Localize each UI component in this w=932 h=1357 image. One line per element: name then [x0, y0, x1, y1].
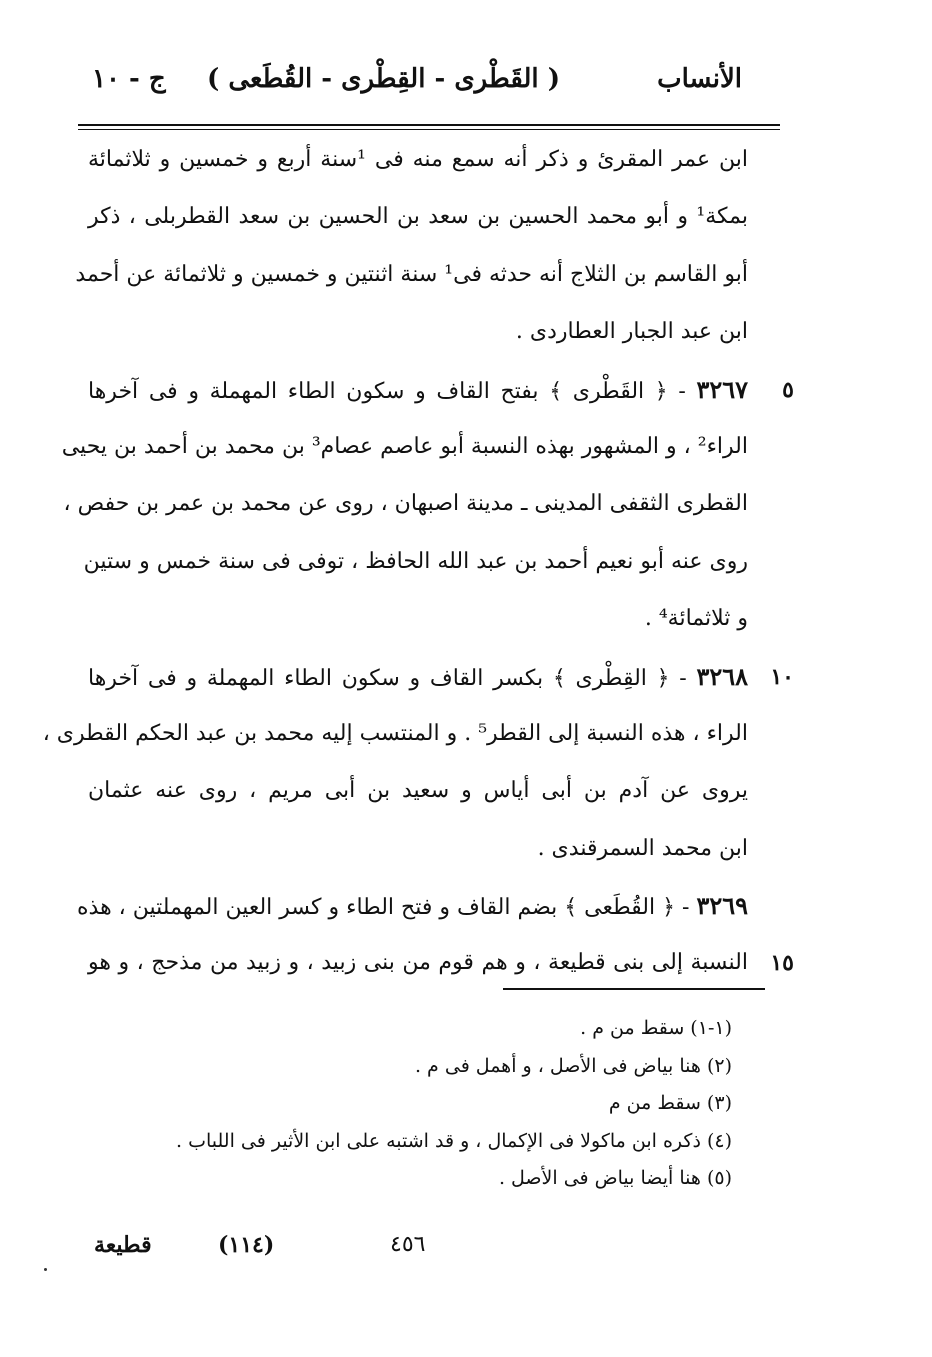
text-line: [88, 138, 748, 195]
header-rule: [78, 124, 780, 126]
footnotes: [80, 1010, 732, 1198]
main-text: [42, 138, 794, 999]
line-text: ابن محمد السمرقندى .: [537, 835, 748, 861]
entry-number: ٣٢٦٧: [696, 374, 749, 404]
line-number: ١٥: [770, 950, 794, 977]
header-rule-thin: [78, 129, 780, 130]
line-text: ابن عبد الجبار العطاردى .: [515, 319, 748, 345]
text-line: [83, 540, 748, 597]
header-volume: ج - ١٠: [92, 64, 166, 94]
footnote-rule: [503, 988, 765, 990]
entry-headword: ﴿ القُطَعى ﴾: [564, 895, 676, 921]
line-text: الراء² ، و المشهور بهذه النسبة أبو عاصم عصام³ بن محمد بن أحمد بن يحيى: [61, 433, 748, 459]
line-text: يروى عن آدم بن أبى أياس و سعيد بن أبى مريم ، روى عنه عثمان: [88, 778, 748, 804]
text-line: [88, 597, 748, 654]
header-book-title: الأنساب: [657, 64, 742, 94]
text-line: ٥ ٣٢٦٧ - ﴿ القَطْرى ﴾ بفتح القاف و سكون الطاء المهملة و فى آخرها: [88, 368, 748, 425]
entry-headword: ﴿ القِطْرى ﴾: [552, 665, 670, 691]
text-line: [88, 310, 748, 367]
entry-headword: ﴿ القَطْرى ﴾: [549, 378, 668, 404]
line-text: القطرى الثقفى المدينى ـ مدينة اصبهان ، روى عن محمد بن عمر بن حفص ،: [63, 491, 748, 517]
line-text: روى عنه أبو نعيم أحمد بن عبد الله الحافظ ، توفى فى سنة خمس و ستين: [83, 548, 748, 574]
text-line: [88, 769, 748, 826]
text-line: [61, 425, 748, 482]
entry-number: ٣٢٦٨: [696, 661, 749, 691]
catchword: قطيعة: [94, 1232, 152, 1258]
line-text: النسبة إلى بنى قطيعة ، و هم قوم من بنى زبيد ، و زبيد من مذحج ، و هو: [88, 950, 748, 976]
line-number: ٥: [782, 376, 794, 403]
line-text: بضم القاف و فتح الطاء و كسر العين المهملتين ، هذه: [77, 895, 558, 921]
line-text: بمكة¹ و أبو محمد الحسين بن سعد بن الحسين بن سعد القطربلى ، ذكر: [88, 204, 748, 230]
text-line: [75, 253, 748, 310]
scan-speck: [44, 1268, 47, 1271]
footnote: (٢) هنا بياض فى الأصل ، و أهمل فى م .: [414, 1054, 732, 1077]
entry-number: ٣٢٦٩: [696, 891, 748, 921]
line-text: بفتح القاف و سكون الطاء المهملة و فى آخرها: [88, 378, 539, 404]
line-text: ابن عمر المقرئ و ذكر أنه سمع منه فى ¹سنة أربع و خمسين و ثلاثمائة: [88, 147, 748, 172]
footnote: (١-١) سقط من م .: [580, 1017, 732, 1039]
text-line: [88, 941, 794, 998]
line-text: الراء ، هذه النسبة إلى القطر⁵ . و المنتسب إليه محمد بن عبد الحكم القطرى ،: [42, 720, 748, 746]
sheet-number: (١١٤): [218, 1232, 275, 1258]
text-line: ٣٢٦٩ - ﴿ القُطَعى ﴾ بضم القاف و فتح الطاء و كسر العين المهملتين ، هذه: [77, 891, 748, 921]
text-line: [88, 827, 748, 884]
footnote: (٤) ذكره ابن ماكولا فى الإكمال ، و قد اشتبه على ابن الأثير فى اللباب .: [176, 1129, 732, 1152]
page-number: ٤٥٦: [390, 1232, 426, 1257]
header-entries: ( القَطْرى - القِطْرى - القُطَعى ): [207, 64, 560, 94]
footnote: (٣) سقط من م: [608, 1092, 732, 1114]
line-number: ١٠: [770, 663, 794, 690]
footnote: (٥) هنا أيضا بياض فى الأصل .: [498, 1167, 732, 1189]
page-footer: [80, 1232, 740, 1272]
line-text: و ثلاثمائة⁴ .: [644, 606, 748, 632]
line-text: بكسر القاف و سكون الطاء المهملة و فى آخرها: [88, 665, 544, 691]
text-line: [42, 712, 748, 769]
text-line: ١٠ ٣٢٦٨ - ﴿ القِطْرى ﴾ بكسر القاف و سكون الطاء المهملة و فى آخرها: [88, 655, 748, 712]
running-header: [80, 64, 750, 108]
line-text: أبو القاسم بن الثلاج أنه حدثه فى¹ سنة اثنتين و خمسين و ثلاثمائة عن أحمد: [75, 261, 748, 287]
text-line: [88, 195, 748, 252]
text-line: [63, 482, 748, 539]
